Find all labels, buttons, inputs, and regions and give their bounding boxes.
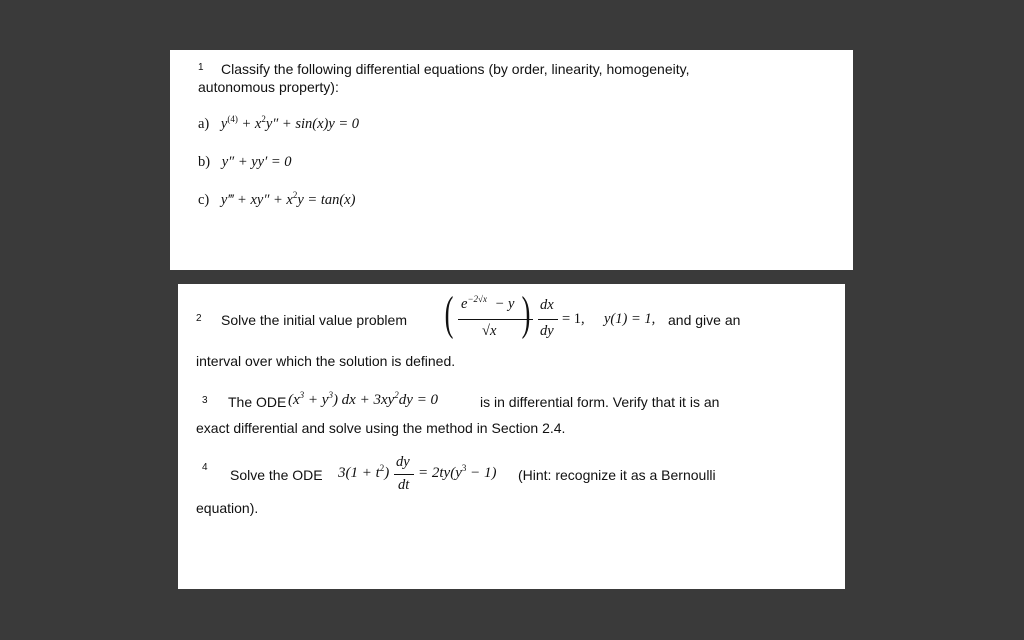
equation-c-sup: 2 — [292, 190, 298, 200]
dy-denominator: dy — [540, 323, 554, 339]
left-paren: ( — [444, 287, 454, 340]
eq3-part: + y — [304, 392, 329, 408]
eq3-sup: 2 — [394, 390, 399, 400]
equation-c — [198, 192, 355, 209]
initial-condition: y(1) = 1, — [604, 311, 656, 327]
problem-1-card — [170, 50, 853, 270]
problem-2-text-before: Solve the initial value problem — [221, 312, 407, 328]
problem-4-text-after: (Hint: recognize it as a Bernoulli — [518, 467, 716, 483]
fraction-numerator — [461, 296, 514, 313]
equation-a-sup: 2 — [261, 114, 266, 124]
problem-2-number: 2 — [196, 313, 202, 324]
dy-numerator-4: dy — [396, 454, 410, 470]
equation-a-part: + x — [237, 116, 262, 132]
dydt-bar — [394, 474, 414, 475]
problem-2-text-after: and give an — [668, 312, 741, 328]
problem-3-text-after: is in differential form. Verify that it is an — [480, 394, 720, 410]
problem-4-number: 4 — [202, 462, 208, 473]
dxdy-bar — [538, 319, 558, 320]
problem-4-line2: equation). — [196, 500, 259, 516]
equation-b — [198, 154, 292, 171]
problem-3-equation — [288, 392, 438, 409]
problem-4-text-before: Solve the ODE — [230, 467, 323, 483]
numerator-base: e — [461, 296, 468, 312]
eq4-part: − 1) — [466, 465, 497, 481]
eq4-part: 3(1 + t — [338, 465, 380, 481]
right-paren: ) — [521, 287, 531, 340]
eq3-sup: 3 — [328, 390, 333, 400]
equals-one: = 1, — [562, 311, 585, 327]
problem-4-lhs — [338, 465, 389, 482]
dt-denominator: dt — [398, 477, 410, 493]
eq4-part: = 2ty(y — [418, 465, 462, 481]
eq3-part: (x — [288, 392, 300, 408]
equation-a-sup: (4) — [227, 114, 238, 124]
eq4-sup: 3 — [461, 463, 467, 473]
problem-2-line2: interval over which the solution is defined. — [196, 353, 456, 369]
numerator-rest: − y — [494, 296, 515, 312]
equation-b-label: b) — [198, 154, 211, 170]
eq4-sup: 2 — [379, 463, 385, 473]
fraction-denominator: √x — [482, 323, 497, 339]
problem-3-line2: exact differential and solve using the method in Section 2.4. — [196, 420, 566, 436]
eq3-part: ) dx + 3xy — [332, 392, 395, 408]
equation-c-part: y‴ + xy″ + x — [220, 192, 293, 208]
equation-b-body: y″ + yy′ = 0 — [221, 154, 292, 170]
equation-c-part: y = tan(x) — [297, 192, 356, 208]
equation-a-label: a) — [198, 116, 210, 132]
equation-a-part: y″ + sin(x)y = 0 — [265, 116, 360, 132]
eq3-part: dy = 0 — [398, 392, 439, 408]
equation-a — [198, 116, 359, 133]
equation-c-label: c) — [198, 192, 210, 208]
eq4-part: ) — [384, 465, 390, 481]
numerator-exponent: −2√x — [467, 294, 487, 304]
problem-3-text-before: The ODE — [228, 394, 287, 410]
problem-4-rhs — [418, 465, 496, 482]
problem-1-text-line1: Classify the following differential equations (by order, linearity, homogeneity, — [221, 61, 690, 77]
equation-a-part: y — [220, 116, 228, 132]
problem-1-number: 1 — [198, 62, 204, 73]
problem-3-number: 3 — [202, 395, 208, 406]
dx-numerator: dx — [540, 297, 554, 313]
problems-2-4-card — [178, 284, 845, 589]
eq3-sup: 3 — [299, 390, 305, 400]
problem-1-text-line2: autonomous property): — [198, 79, 339, 95]
